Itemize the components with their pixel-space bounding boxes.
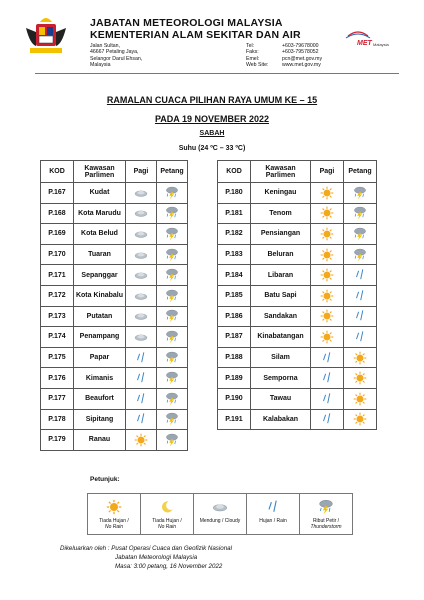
legend-item-sun — [88, 494, 141, 535]
pagi-cell — [126, 265, 157, 286]
thunderstorm-icon — [353, 186, 367, 200]
table-row — [41, 347, 188, 368]
petang-cell — [157, 285, 188, 306]
kawasan-cell: Semporna — [251, 368, 311, 389]
contact-value: +603-79578052 — [282, 49, 319, 56]
legend-title: Petunjuk: — [90, 476, 120, 483]
petang-cell — [344, 244, 377, 265]
pagi-cell — [126, 224, 157, 245]
pagi-cell — [126, 285, 157, 306]
table-row — [218, 203, 377, 224]
kod-cell: P.177 — [41, 388, 74, 409]
kawasan-cell: Beluran — [251, 244, 311, 265]
kawasan-cell: Kimanis — [74, 368, 126, 389]
kawasan-cell: Sipitang — [74, 409, 126, 430]
pagi-cell — [311, 244, 344, 265]
table-row — [218, 224, 377, 245]
legend-icon-holder — [141, 498, 193, 516]
table-row — [218, 306, 377, 327]
forecast-title: RAMALAN CUACA PILIHAN RAYA UMUM KE – 15 — [106, 95, 318, 105]
legend-label-en: No Rain — [157, 524, 177, 530]
pagi-cell — [311, 388, 344, 409]
pagi-cell — [126, 327, 157, 348]
header-kod: KOD — [218, 161, 251, 183]
table-row — [41, 368, 188, 389]
thunderstorm-icon — [353, 206, 367, 220]
kod-cell: P.188 — [218, 347, 251, 368]
sun-icon — [353, 371, 367, 385]
legend-label: Ribut Petir / — [312, 518, 340, 524]
thunderstorm-icon — [165, 309, 179, 323]
thunderstorm-icon — [165, 268, 179, 282]
kawasan-cell: Kota Belud — [74, 224, 126, 245]
thunderstorm-icon — [353, 248, 367, 262]
header-petang: Petang — [344, 161, 377, 183]
pagi-cell — [126, 183, 157, 204]
state-name: SABAH — [199, 130, 225, 137]
kod-cell: P.190 — [218, 388, 251, 409]
petang-cell — [157, 368, 188, 389]
kawasan-cell: Sandakan — [251, 306, 311, 327]
kod-cell: P.191 — [218, 409, 251, 430]
table-row — [218, 183, 377, 204]
kod-cell: P.187 — [218, 327, 251, 348]
table-row — [41, 409, 188, 430]
contact-key: Faks: — [246, 49, 259, 56]
kod-cell: P.185 — [218, 285, 251, 306]
rain-icon — [320, 392, 334, 406]
petang-cell — [157, 306, 188, 327]
petang-cell — [344, 306, 377, 327]
pagi-cell — [126, 203, 157, 224]
thunderstorm-icon — [165, 412, 179, 426]
pagi-cell — [126, 388, 157, 409]
cloudy-icon — [134, 227, 148, 241]
kawasan-cell: Papar — [74, 347, 126, 368]
contact-key: Tel: — [246, 43, 255, 49]
petang-cell — [157, 265, 188, 286]
rain-icon — [353, 289, 367, 303]
kod-cell: P.184 — [218, 265, 251, 286]
kawasan-cell: Beaufort — [74, 388, 126, 409]
petang-cell — [344, 347, 377, 368]
cloudy-icon — [134, 186, 148, 200]
pagi-cell — [311, 368, 344, 389]
thunderstorm-icon — [165, 227, 179, 241]
pagi-cell — [126, 368, 157, 389]
petang-cell — [344, 368, 377, 389]
legend-table — [87, 493, 353, 535]
thunderstorm-icon — [165, 186, 179, 200]
header-pagi: Pagi — [311, 161, 344, 183]
petang-cell — [157, 347, 188, 368]
org-name-line2: KEMENTERIAN ALAM SEKITAR DAN AIR — [90, 29, 301, 41]
met-logo-text: MET — [357, 40, 372, 47]
pagi-cell — [311, 347, 344, 368]
kod-cell: P.169 — [41, 224, 74, 245]
kod-cell: P.167 — [41, 183, 74, 204]
petang-cell — [344, 327, 377, 348]
kawasan-cell: Kota Kinabalu — [74, 285, 126, 306]
cloudy-icon — [134, 206, 148, 220]
petang-cell — [344, 409, 377, 430]
sun-icon — [320, 186, 334, 200]
table-row — [41, 224, 188, 245]
contact-block — [246, 43, 322, 68]
sun-icon — [353, 412, 367, 426]
kawasan-cell: Kota Marudu — [74, 203, 126, 224]
thunderstorm-icon — [165, 330, 179, 344]
rain-icon — [134, 392, 148, 406]
legend-label: Tiada Hujan / — [152, 518, 182, 524]
kod-cell: P.182 — [218, 224, 251, 245]
legend-label: Tiada Hujan / — [99, 518, 129, 524]
rain-icon — [134, 412, 148, 426]
pagi-cell — [311, 224, 344, 245]
rain-icon — [265, 499, 281, 515]
thunderstorm-icon — [165, 351, 179, 365]
address-line: Malaysia — [90, 61, 111, 68]
cloudy-icon — [134, 309, 148, 323]
table-row — [218, 244, 377, 265]
kod-cell: P.176 — [41, 368, 74, 389]
kawasan-cell: Silam — [251, 347, 311, 368]
thunderstorm-icon — [353, 227, 367, 241]
header-kod: KOD — [41, 161, 74, 183]
kawasan-cell: Tenom — [251, 203, 311, 224]
thunderstorm-icon — [165, 392, 179, 406]
kod-cell: P.172 — [41, 285, 74, 306]
cloudy-icon — [212, 499, 228, 515]
rain-icon — [353, 268, 367, 282]
table-row — [218, 347, 377, 368]
forecast-table-left — [40, 160, 188, 451]
sun-icon — [320, 289, 334, 303]
cloudy-icon — [134, 330, 148, 344]
petang-cell — [157, 183, 188, 204]
contact-value: +603-79678000 — [282, 43, 319, 49]
petang-cell — [157, 244, 188, 265]
kawasan-cell: Kinabatangan — [251, 327, 311, 348]
kawasan-cell: Putatan — [74, 306, 126, 327]
thunderstorm-icon — [165, 371, 179, 385]
pagi-cell — [126, 347, 157, 368]
petang-cell — [157, 224, 188, 245]
petang-cell — [157, 388, 188, 409]
issuer-footer — [60, 544, 232, 571]
pagi-cell — [311, 183, 344, 204]
header-pagi: Pagi — [126, 161, 157, 183]
table-row — [41, 430, 188, 451]
sun-icon — [320, 206, 334, 220]
legend-label-en: No Rain — [104, 524, 124, 530]
pagi-cell — [126, 430, 157, 451]
rain-icon — [353, 309, 367, 323]
jata-negara-crest-icon — [22, 14, 70, 58]
kawasan-cell: Kalabakan — [251, 409, 311, 430]
kawasan-cell: Tawau — [251, 388, 311, 409]
kod-cell: P.175 — [41, 347, 74, 368]
petang-cell — [157, 430, 188, 451]
rain-icon — [320, 371, 334, 385]
legend-icon-holder — [88, 498, 140, 516]
pagi-cell — [126, 409, 157, 430]
legend-icon-holder — [300, 498, 352, 516]
thunderstorm-icon — [165, 248, 179, 262]
kawasan-cell: Keningau — [251, 183, 311, 204]
rain-icon — [353, 330, 367, 344]
contact-value: www.met.gov.my — [282, 61, 321, 68]
sun-icon — [106, 499, 122, 515]
kod-cell: P.170 — [41, 244, 74, 265]
kod-cell: P.189 — [218, 368, 251, 389]
thunderstorm-icon — [165, 206, 179, 220]
legend-icon-holder — [194, 498, 246, 516]
kod-cell: P.173 — [41, 306, 74, 327]
forecast-table-right — [217, 160, 377, 430]
kod-cell: P.171 — [41, 265, 74, 286]
kod-cell: P.181 — [218, 203, 251, 224]
sun-icon — [320, 227, 334, 241]
header-divider — [35, 73, 399, 74]
pagi-cell — [311, 203, 344, 224]
met-logo-subtext: Malaysia — [373, 42, 389, 47]
footer-line2: Jabatan Meteorologi Malaysia — [115, 554, 198, 561]
sun-icon — [320, 268, 334, 282]
kawasan-cell: Batu Sapi — [251, 285, 311, 306]
cloudy-icon — [134, 289, 148, 303]
sun-icon — [320, 248, 334, 262]
kod-cell: P.180 — [218, 183, 251, 204]
table-row — [41, 203, 188, 224]
kawasan-cell: Penampang — [74, 327, 126, 348]
sun-icon — [134, 433, 148, 447]
sun-icon — [320, 309, 334, 323]
petang-cell — [344, 183, 377, 204]
table-row — [41, 183, 188, 204]
address-line: 46667 Petaling Jaya, — [90, 49, 139, 56]
pagi-cell — [311, 306, 344, 327]
legend-item-thunderstorm — [300, 494, 353, 535]
table-row — [41, 388, 188, 409]
kawasan-cell: Kudat — [74, 183, 126, 204]
forecast-date: PADA 19 NOVEMBER 2022 — [154, 114, 270, 124]
legend-label-en: Thunderstorm — [310, 524, 342, 530]
kod-cell: P.183 — [218, 244, 251, 265]
pagi-cell — [311, 327, 344, 348]
table-row — [218, 327, 377, 348]
cloudy-icon — [134, 248, 148, 262]
legend-label: Hujan / Rain — [259, 518, 287, 524]
kawasan-cell: Tuaran — [74, 244, 126, 265]
table-row — [41, 285, 188, 306]
thunderstorm-icon — [165, 433, 179, 447]
header-petang: Petang — [157, 161, 188, 183]
kawasan-cell: Ranau — [74, 430, 126, 451]
thunderstorm-icon — [165, 289, 179, 303]
kod-cell: P.179 — [41, 430, 74, 451]
contact-key: Emel: — [246, 55, 260, 62]
footer-line3: Masa: 3:00 petang, 16 November 2022 — [115, 563, 223, 570]
contact-key: Web Site: — [246, 61, 269, 68]
legend-icon-holder — [247, 498, 299, 516]
kawasan-cell: Libaran — [251, 265, 311, 286]
petang-cell — [344, 265, 377, 286]
header-kawasan: Kawasan Parlimen — [251, 161, 311, 183]
address-line: Selangor Darul Ehsan, — [90, 55, 143, 62]
address-line: Jalan Sultan, — [90, 43, 120, 49]
table-row — [218, 388, 377, 409]
sun-icon — [320, 330, 334, 344]
kod-cell: P.186 — [218, 306, 251, 327]
kod-cell: P.168 — [41, 203, 74, 224]
table-row — [41, 306, 188, 327]
table-row — [41, 244, 188, 265]
sun-icon — [353, 392, 367, 406]
pagi-cell — [126, 244, 157, 265]
table-row — [41, 265, 188, 286]
petang-cell — [157, 203, 188, 224]
petang-cell — [157, 409, 188, 430]
petang-cell — [344, 224, 377, 245]
rain-icon — [320, 351, 334, 365]
legend-item-moon — [141, 494, 194, 535]
petang-cell — [344, 285, 377, 306]
legend-label: Mendung / Cloudy — [199, 518, 241, 524]
pagi-cell — [311, 285, 344, 306]
pagi-cell — [311, 265, 344, 286]
table-row — [218, 409, 377, 430]
header-kawasan: Kawasan Parlimen — [74, 161, 126, 183]
rain-icon — [134, 371, 148, 385]
contact-value: pcn@met.gov.my — [282, 55, 323, 62]
org-name-line1: JABATAN METEOROLOGI MALAYSIA — [90, 17, 283, 29]
kawasan-cell: Sepanggar — [74, 265, 126, 286]
table-row — [41, 327, 188, 348]
kod-cell: P.174 — [41, 327, 74, 348]
kod-cell: P.178 — [41, 409, 74, 430]
pagi-cell — [311, 409, 344, 430]
moon-icon — [159, 499, 175, 515]
rain-icon — [320, 412, 334, 426]
temperature-range: Suhu (24 ºC – 33 ºC) — [178, 145, 246, 152]
table-row — [218, 285, 377, 306]
rain-icon — [134, 351, 148, 365]
table-row — [218, 368, 377, 389]
petang-cell — [344, 388, 377, 409]
petang-cell — [157, 327, 188, 348]
cloudy-icon — [134, 268, 148, 282]
thunderstorm-icon — [318, 499, 334, 515]
petang-cell — [344, 203, 377, 224]
footer-line1: Dikeluarkan oleh : Pusat Operasi Cuaca dan Geofizik Nasional — [60, 545, 232, 552]
legend-item-rain — [247, 494, 300, 535]
table-row — [218, 265, 377, 286]
address-block — [90, 43, 142, 68]
sun-icon — [353, 351, 367, 365]
legend-item-cloudy — [194, 494, 247, 535]
pagi-cell — [126, 306, 157, 327]
kawasan-cell: Pensiangan — [251, 224, 311, 245]
